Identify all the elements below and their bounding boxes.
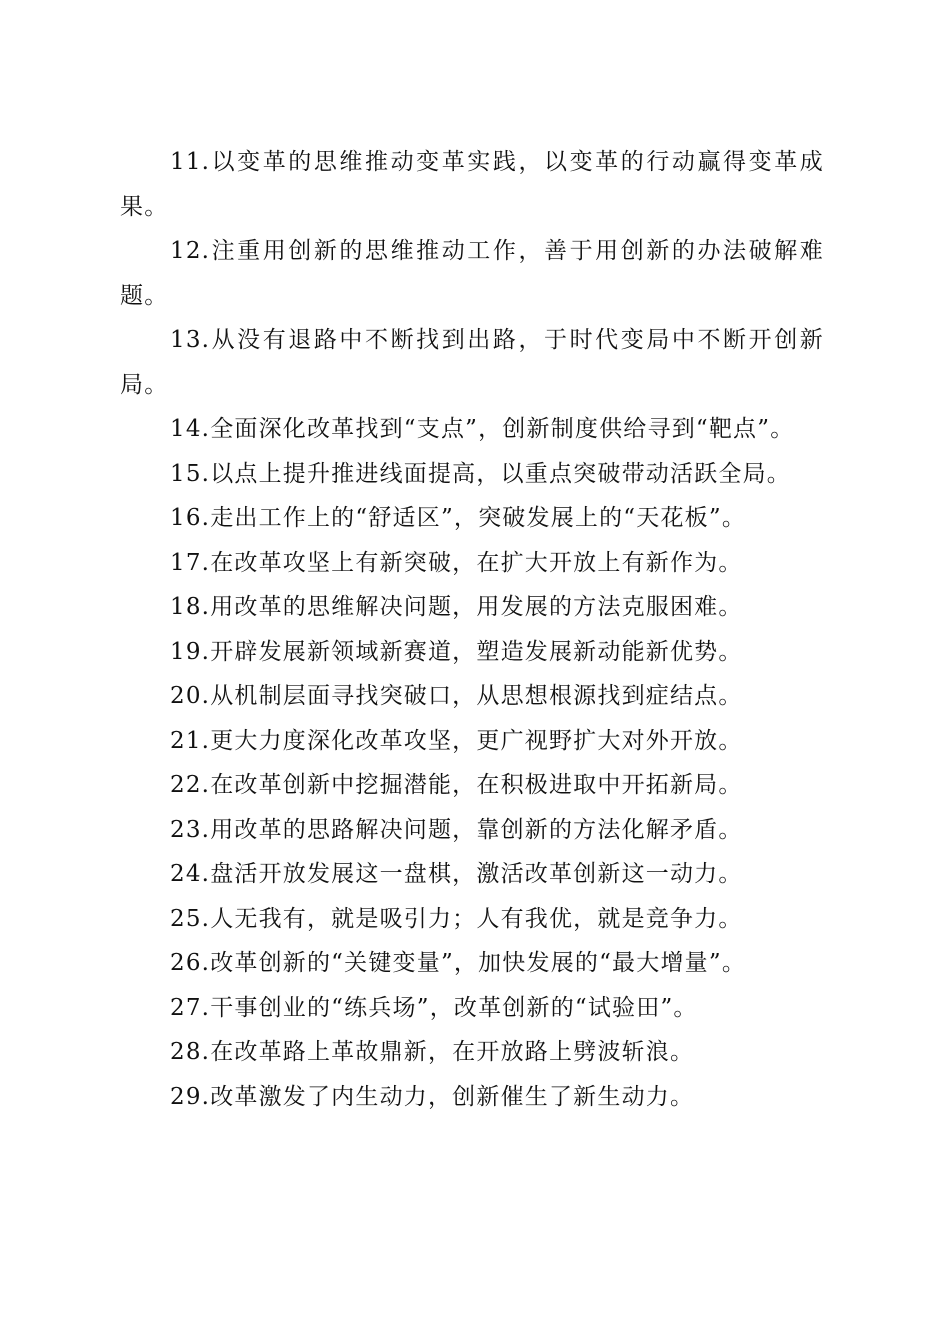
numbered-list [120,140,824,1119]
item-number: 26. [170,950,211,976]
item-text: 在改革路上革故鼎新，在开放路上劈波斩浪。 [210,1039,695,1065]
list-item [120,140,824,229]
item-number: 23. [170,816,211,843]
item-text: 从机制层面寻找突破口，从思想根源找到症结点。 [210,683,743,709]
item-number: 13. [170,327,211,353]
item-number: 28. [170,1039,211,1065]
item-number: 24. [170,861,211,887]
list-item [120,541,824,586]
list-item [120,229,824,318]
list-item [120,808,824,853]
item-text: 更大力度深化改革攻坚，更广视野扩大对外开放。 [210,727,743,754]
list-item [120,1075,824,1120]
list-item [120,852,824,897]
item-text: 人无我有，就是吸引力；人有我优，就是竞争力。 [210,905,743,932]
list-item [120,318,824,407]
list-item [120,941,824,986]
item-number: 20. [170,683,211,709]
list-item [120,1030,824,1075]
item-number: 22. [170,772,211,798]
item-number: 29. [170,1083,211,1110]
list-item [120,897,824,942]
item-number: 25. [170,905,211,932]
item-number: 21. [170,727,211,754]
item-text: 走出工作上的“舒适区”，突破发展上的“天花板”。 [210,505,747,531]
item-text: 干事创业的“练兵场”，改革创新的“试验田”。 [210,994,698,1021]
list-item [120,585,824,630]
item-number: 27. [170,994,211,1021]
list-item [120,719,824,764]
list-item [120,407,824,452]
item-text: 以点上提升推进线面提高，以重点突破带动活跃全局。 [210,460,791,487]
item-number: 19. [170,638,211,665]
item-number: 17. [170,549,211,576]
list-item [120,986,824,1031]
item-text: 注重用创新的思维推动工作，善于用创新的办法破解难题。 [120,238,824,309]
item-text: 开辟发展新领域新赛道，塑造发展新动能新优势。 [210,638,743,665]
item-text: 在改革创新中挖掘潜能，在积极进取中开拓新局。 [210,772,743,798]
list-item [120,763,824,808]
list-item [120,674,824,719]
item-number: 15. [170,460,211,487]
list-item [120,452,824,497]
item-number: 11. [170,149,211,175]
item-number: 14. [170,416,211,442]
item-number: 12. [170,238,211,264]
list-item [120,630,824,675]
item-text: 全面深化改革找到“支点”，创新制度供给寻到“靶点”。 [210,416,795,442]
item-text: 在改革攻坚上有新突破，在扩大开放上有新作为。 [210,549,743,576]
item-text: 改革创新的“关键变量”，加快发展的“最大增量”。 [210,950,747,976]
item-number: 16. [170,505,211,531]
item-text: 用改革的思路解决问题，靠创新的方法化解矛盾。 [210,816,743,843]
list-item [120,496,824,541]
item-text: 用改革的思维解决问题，用发展的方法克服困难。 [210,594,743,620]
item-number: 18. [170,594,211,620]
item-text: 改革激发了内生动力，创新催生了新生动力。 [210,1083,695,1110]
item-text: 盘活开放发展这一盘棋，激活改革创新这一动力。 [210,861,743,887]
item-text: 从没有退路中不断找到出路，于时代变局中不断开创新局。 [120,327,824,398]
item-text: 以变革的思维推动变革实践，以变革的行动赢得变革成果。 [120,149,824,220]
